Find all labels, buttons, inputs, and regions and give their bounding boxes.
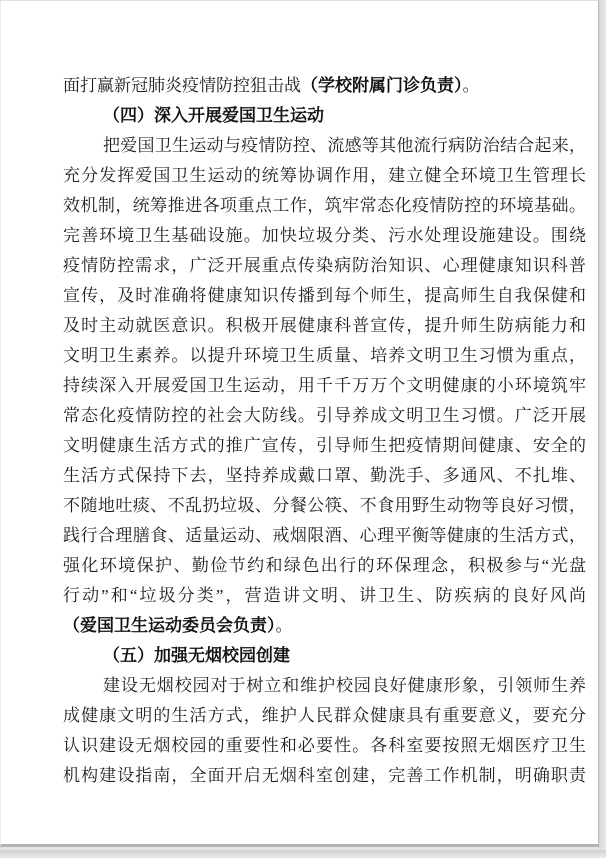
text-line — [63, 71, 586, 101]
text-line — [63, 731, 586, 761]
section-heading — [63, 101, 586, 131]
text-segment: 认识建设无烟校园的重要性和必要性。各科室要按照无烟医疗卫生 — [63, 736, 586, 755]
text-segment: 完善环境卫生基础设施。加快垃圾分类、污水处理设施建设。围绕 — [63, 226, 586, 245]
text-segment: 充分发挥爱国卫生运动的统筹协调作用，建立健全环境卫生管理长 — [63, 166, 586, 185]
text-line — [63, 221, 586, 251]
text-segment: 。 — [275, 616, 293, 635]
text-line — [63, 131, 586, 161]
text-segment: 行动”和“垃圾分类”，营造讲文明、讲卫生、防疾病的良好风尚 — [63, 586, 586, 605]
text-segment: 文明卫生素养。以提升环境卫生质量、培养文明卫生习惯为重点， — [63, 346, 586, 365]
text-segment: 践行合理膳食、适量运动、戒烟限酒、心理平衡等健康的生活方式， — [63, 526, 586, 545]
text-segment: 面打赢新冠肺炎疫情防控狙击战 — [63, 76, 301, 95]
text-segment: 及时主动就医意识。积极开展健康科普宣传，提升师生防病能力和 — [63, 316, 586, 335]
text-line — [63, 371, 586, 401]
text-segment: 强化环境保护、勤俭节约和绿色出行的环保理念，积极参与“光盘 — [63, 556, 586, 575]
text-line — [63, 551, 586, 581]
text-segment: 。 — [462, 76, 480, 95]
text-line — [63, 521, 586, 551]
text-segment: 效机制，统筹推进各项重点工作，筑牢常态化疫情防控的环境基础。 — [63, 196, 586, 215]
text-line — [63, 311, 586, 341]
text-line — [63, 671, 586, 701]
text-line — [63, 491, 586, 521]
text-line — [63, 191, 586, 221]
text-segment: 成健康文明的生活方式，维护人民群众健康具有重要意义，要充分 — [63, 706, 586, 725]
bold-text-segment: （四）深入开展爱国卫生运动 — [103, 106, 324, 125]
page-shadow-right — [599, 0, 606, 851]
text-segment: 宣传，及时准确将健康知识传播到每个师生，提高师生自我保健和 — [63, 286, 586, 305]
text-line — [63, 701, 586, 731]
page-shadow-bottom — [0, 850, 606, 858]
text-line — [63, 461, 586, 491]
text-segment: 不随地吐痰、不乱扔垃圾、分餐公筷、不食用野生动物等良好习惯， — [63, 496, 586, 515]
text-segment: 常态化疫情防控的社会大防线。引导养成文明卫生习惯。广泛开展 — [63, 406, 586, 425]
text-line — [63, 581, 586, 611]
bold-text-segment: （学校附属门诊负责） — [301, 76, 463, 95]
section-heading — [63, 641, 586, 671]
bold-text-segment: （五）加强无烟校园创建 — [103, 646, 290, 665]
text-segment: 持续深入开展爱国卫生运动，用千千万万个文明健康的小环境筑牢 — [63, 376, 586, 395]
bold-text-segment: （爱国卫生运动委员会负责） — [63, 616, 276, 635]
text-segment: 机构建设指南，全面开启无烟科室创建，完善工作机制，明确职责 — [63, 766, 586, 785]
text-segment: 生活方式保持下去，坚持养成戴口罩、勤洗手、多通风、不扎堆、 — [63, 466, 586, 485]
text-segment: 疫情防控需求，广泛开展重点传染病防治知识、心理健康知识科普 — [63, 256, 586, 275]
text-segment: 把爱国卫生运动与疫情防控、流感等其他流行病防治结合起来， — [103, 136, 586, 155]
text-line — [63, 161, 586, 191]
text-line — [63, 251, 586, 281]
text-segment: 文明健康生活方式的推广宣传，引导师生把疫情期间健康、安全的 — [63, 436, 586, 455]
document-body — [63, 71, 586, 791]
text-line — [63, 431, 586, 461]
text-line — [63, 341, 586, 371]
text-line — [63, 401, 586, 431]
text-line — [63, 611, 586, 641]
text-line — [63, 281, 586, 311]
text-segment: 建设无烟校园对于树立和维护校园良好健康形象，引领师生养 — [103, 676, 586, 695]
text-line — [63, 761, 586, 791]
